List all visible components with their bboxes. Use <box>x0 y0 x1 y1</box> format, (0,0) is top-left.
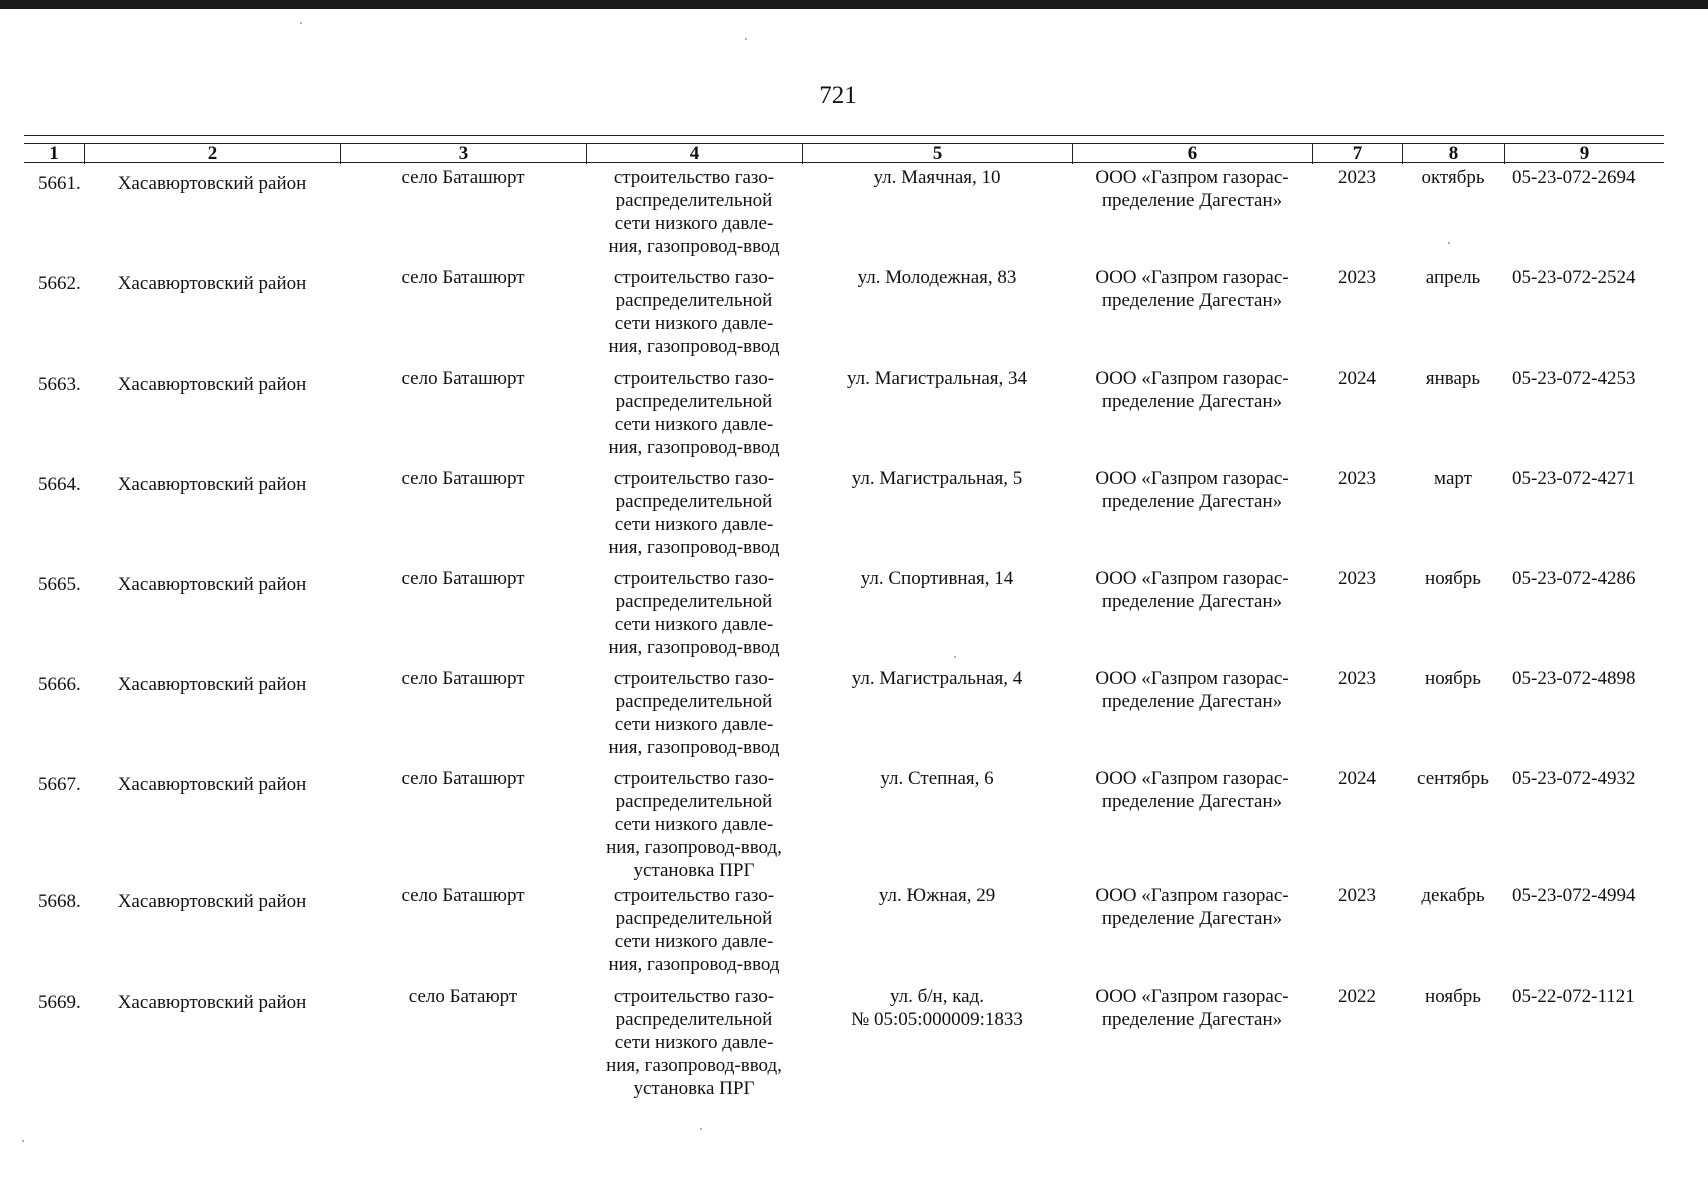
settlement-cell: село Баташюрт <box>401 267 525 288</box>
work-description-cell-line: сети низкого давле- <box>614 1032 774 1053</box>
year-cell: 2023 <box>1338 885 1376 906</box>
month-cell: декабрь <box>1421 885 1485 906</box>
work-description-cell-line: распределительной <box>615 908 773 929</box>
work-description-cell-line: ния, газопровод-ввод <box>608 737 780 758</box>
district-cell: Хасавюртовский район <box>117 574 307 595</box>
work-description-cell-line: строительство газо- <box>613 986 775 1007</box>
year-cell: 2023 <box>1338 568 1376 589</box>
code-cell: 05-23-072-4286 <box>1512 568 1636 589</box>
address-cell-line: ул. Магистральная, 34 <box>847 368 1027 389</box>
code-cell: 05-23-072-4932 <box>1512 768 1636 789</box>
page-number: 721 <box>819 82 857 109</box>
table-row <box>24 884 1664 976</box>
settlement-cell: село Баташюрт <box>401 885 525 906</box>
code-cell: 05-23-072-2694 <box>1512 167 1636 188</box>
code-cell: 05-23-072-4253 <box>1512 368 1636 389</box>
address-cell <box>802 884 1072 976</box>
year-cell: 2023 <box>1338 267 1376 288</box>
row-number: 5662. <box>38 273 81 294</box>
organization-cell-line: пределение Дагестан» <box>1101 691 1283 712</box>
code-cell: 05-23-072-4271 <box>1512 468 1636 489</box>
scan-speck <box>1448 242 1450 244</box>
work-description-cell-line: строительство газо- <box>613 668 775 689</box>
work-description-cell-line: сети низкого давле- <box>614 814 774 835</box>
table-row <box>24 985 1664 1100</box>
work-description-cell-line: сети низкого давле- <box>614 614 774 635</box>
organization-cell <box>1072 367 1312 459</box>
work-description-cell-line: строительство газо- <box>613 885 775 906</box>
table-row <box>24 266 1664 358</box>
work-description-cell-line: ния, газопровод-ввод <box>608 336 780 357</box>
month-cell: ноябрь <box>1425 668 1481 689</box>
work-description-cell-line: строительство газо- <box>613 768 775 789</box>
work-description-cell-line: установка ПРГ <box>633 860 755 881</box>
organization-cell-line: ООО «Газпром газорас- <box>1095 885 1289 906</box>
address-cell-line: ул. Маячная, 10 <box>873 167 1001 188</box>
work-description-cell <box>586 266 802 358</box>
settlement-cell: село Батаюрт <box>408 986 518 1007</box>
row-number: 5665. <box>38 574 81 595</box>
organization-cell-line: пределение Дагестан» <box>1101 391 1283 412</box>
row-number: 5668. <box>38 891 81 912</box>
organization-cell <box>1072 567 1312 659</box>
work-description-cell-line: ния, газопровод-ввод <box>608 954 780 975</box>
organization-cell-line: ООО «Газпром газорас- <box>1095 468 1289 489</box>
work-description-cell <box>586 567 802 659</box>
row-number: 5661. <box>38 173 81 194</box>
work-description-cell <box>586 767 802 882</box>
address-cell <box>802 467 1072 559</box>
year-cell: 2023 <box>1338 668 1376 689</box>
organization-cell <box>1072 266 1312 358</box>
organization-cell-line: пределение Дагестан» <box>1101 591 1283 612</box>
organization-cell-line: ООО «Газпром газорас- <box>1095 267 1289 288</box>
work-description-cell-line: ния, газопровод-ввод <box>608 437 780 458</box>
work-description-cell-line: ния, газопровод-ввод <box>608 236 780 257</box>
work-description-cell <box>586 166 802 258</box>
district-cell: Хасавюртовский район <box>117 374 307 395</box>
work-description-cell-line: сети низкого давле- <box>614 714 774 735</box>
organization-cell <box>1072 985 1312 1100</box>
address-cell <box>802 767 1072 882</box>
work-description-cell-line: сети низкого давле- <box>614 313 774 334</box>
organization-cell-line: пределение Дагестан» <box>1101 290 1283 311</box>
organization-cell <box>1072 884 1312 976</box>
row-number: 5663. <box>38 374 81 395</box>
month-cell: сентябрь <box>1417 768 1489 789</box>
month-cell: апрель <box>1425 267 1481 288</box>
organization-cell-line: ООО «Газпром газорас- <box>1095 568 1289 589</box>
organization-cell-line: пределение Дагестан» <box>1101 908 1283 929</box>
settlement-cell: село Баташюрт <box>401 468 525 489</box>
work-description-cell-line: распределительной <box>615 391 773 412</box>
address-cell <box>802 985 1072 1100</box>
organization-cell-line: пределение Дагестан» <box>1101 791 1283 812</box>
address-cell-line: ул. Южная, 29 <box>878 885 996 906</box>
district-cell: Хасавюртовский район <box>117 173 307 194</box>
month-cell: ноябрь <box>1425 986 1481 1007</box>
work-description-cell-line: сети низкого давле- <box>614 514 774 535</box>
address-cell-line: ул. Спортивная, 14 <box>860 568 1014 589</box>
column-header-2: 2 <box>84 144 340 164</box>
month-cell: март <box>1434 468 1472 489</box>
organization-cell-line: ООО «Газпром газорас- <box>1095 668 1289 689</box>
address-cell <box>802 166 1072 258</box>
work-description-cell-line: распределительной <box>615 1009 773 1030</box>
work-description-cell-line: ния, газопровод-ввод, <box>606 1055 782 1076</box>
settlement-cell: село Баташюрт <box>401 167 525 188</box>
column-header-4: 4 <box>586 144 802 164</box>
work-description-cell-line: строительство газо- <box>613 167 775 188</box>
work-description-cell-line: ния, газопровод-ввод, <box>606 837 782 858</box>
work-description-cell-line: распределительной <box>615 691 773 712</box>
address-cell-line: ул. б/н, кад. <box>889 986 985 1007</box>
scan-speck <box>300 22 302 24</box>
work-description-cell-line: строительство газо- <box>613 468 775 489</box>
organization-cell <box>1072 467 1312 559</box>
table-row <box>24 767 1664 882</box>
address-cell-line: ул. Молодежная, 83 <box>857 267 1017 288</box>
row-number: 5669. <box>38 992 81 1013</box>
address-cell <box>802 266 1072 358</box>
work-description-cell-line: ния, газопровод-ввод <box>608 637 780 658</box>
table-top-rule <box>24 135 1664 136</box>
month-cell: январь <box>1425 368 1481 389</box>
code-cell: 05-23-072-4898 <box>1512 668 1636 689</box>
row-number: 5666. <box>38 674 81 695</box>
column-header-6: 6 <box>1072 144 1312 164</box>
organization-cell-line: ООО «Газпром газорас- <box>1095 768 1289 789</box>
address-cell-line: № 05:05:000009:1833 <box>851 1009 1023 1030</box>
work-description-cell <box>586 467 802 559</box>
district-cell: Хасавюртовский район <box>117 674 307 695</box>
year-cell: 2024 <box>1338 768 1376 789</box>
settlement-cell: село Баташюрт <box>401 668 525 689</box>
district-cell: Хасавюртовский район <box>117 992 307 1013</box>
work-description-cell <box>586 985 802 1100</box>
row-number: 5667. <box>38 774 81 795</box>
organization-cell <box>1072 166 1312 258</box>
district-cell: Хасавюртовский район <box>117 474 307 495</box>
year-cell: 2022 <box>1338 986 1376 1007</box>
district-cell: Хасавюртовский район <box>117 774 307 795</box>
code-cell: 05-23-072-2524 <box>1512 267 1636 288</box>
work-description-cell-line: сети низкого давле- <box>614 931 774 952</box>
year-cell: 2023 <box>1338 167 1376 188</box>
organization-cell <box>1072 667 1312 759</box>
table-row <box>24 567 1664 659</box>
address-cell <box>802 667 1072 759</box>
work-description-cell-line: сети низкого давле- <box>614 414 774 435</box>
work-description-cell-line: установка ПРГ <box>633 1078 755 1099</box>
address-cell-line: ул. Степная, 6 <box>880 768 994 789</box>
work-description-cell-line: распределительной <box>615 290 773 311</box>
column-header-9: 9 <box>1504 144 1664 164</box>
work-description-cell-line: распределительной <box>615 791 773 812</box>
work-description-cell <box>586 367 802 459</box>
code-cell: 05-23-072-4994 <box>1512 885 1636 906</box>
table-header-row <box>24 143 1664 163</box>
organization-cell-line: ООО «Газпром газорас- <box>1095 986 1289 1007</box>
column-header-8: 8 <box>1402 144 1504 164</box>
work-description-cell-line: распределительной <box>615 491 773 512</box>
work-description-cell <box>586 667 802 759</box>
organization-cell-line: пределение Дагестан» <box>1101 1009 1283 1030</box>
address-cell-line: ул. Магистральная, 4 <box>851 668 1023 689</box>
address-cell-line: ул. Магистральная, 5 <box>851 468 1023 489</box>
organization-cell-line: ООО «Газпром газорас- <box>1095 167 1289 188</box>
settlement-cell: село Баташюрт <box>401 568 525 589</box>
year-cell: 2023 <box>1338 468 1376 489</box>
scan-speck <box>954 656 956 658</box>
year-cell: 2024 <box>1338 368 1376 389</box>
code-cell: 05-22-072-1121 <box>1512 986 1635 1007</box>
scan-speck <box>700 1128 702 1130</box>
work-description-cell <box>586 884 802 976</box>
district-cell: Хасавюртовский район <box>117 273 307 294</box>
organization-cell <box>1072 767 1312 882</box>
table-row <box>24 166 1664 258</box>
column-header-5: 5 <box>802 144 1072 164</box>
scan-speck <box>745 38 747 40</box>
table-row <box>24 367 1664 459</box>
scan-top-edge <box>0 0 1708 9</box>
address-cell <box>802 567 1072 659</box>
settlement-cell: село Баташюрт <box>401 768 525 789</box>
address-cell <box>802 367 1072 459</box>
organization-cell-line: пределение Дагестан» <box>1101 491 1283 512</box>
row-number: 5664. <box>38 474 81 495</box>
table-row <box>24 667 1664 759</box>
work-description-cell-line: распределительной <box>615 190 773 211</box>
work-description-cell-line: строительство газо- <box>613 368 775 389</box>
table-row <box>24 467 1664 559</box>
settlement-cell: село Баташюрт <box>401 368 525 389</box>
work-description-cell-line: строительство газо- <box>613 267 775 288</box>
organization-cell-line: ООО «Газпром газорас- <box>1095 368 1289 389</box>
scan-speck <box>22 1140 24 1142</box>
month-cell: ноябрь <box>1425 568 1481 589</box>
column-header-1: 1 <box>49 143 59 164</box>
district-cell: Хасавюртовский район <box>117 891 307 912</box>
work-description-cell-line: сети низкого давле- <box>614 213 774 234</box>
column-header-7: 7 <box>1312 144 1402 164</box>
work-description-cell-line: распределительной <box>615 591 773 612</box>
column-header-3: 3 <box>340 144 586 164</box>
work-description-cell-line: строительство газо- <box>613 568 775 589</box>
work-description-cell-line: ния, газопровод-ввод <box>608 537 780 558</box>
organization-cell-line: пределение Дагестан» <box>1101 190 1283 211</box>
month-cell: октябрь <box>1421 167 1485 188</box>
